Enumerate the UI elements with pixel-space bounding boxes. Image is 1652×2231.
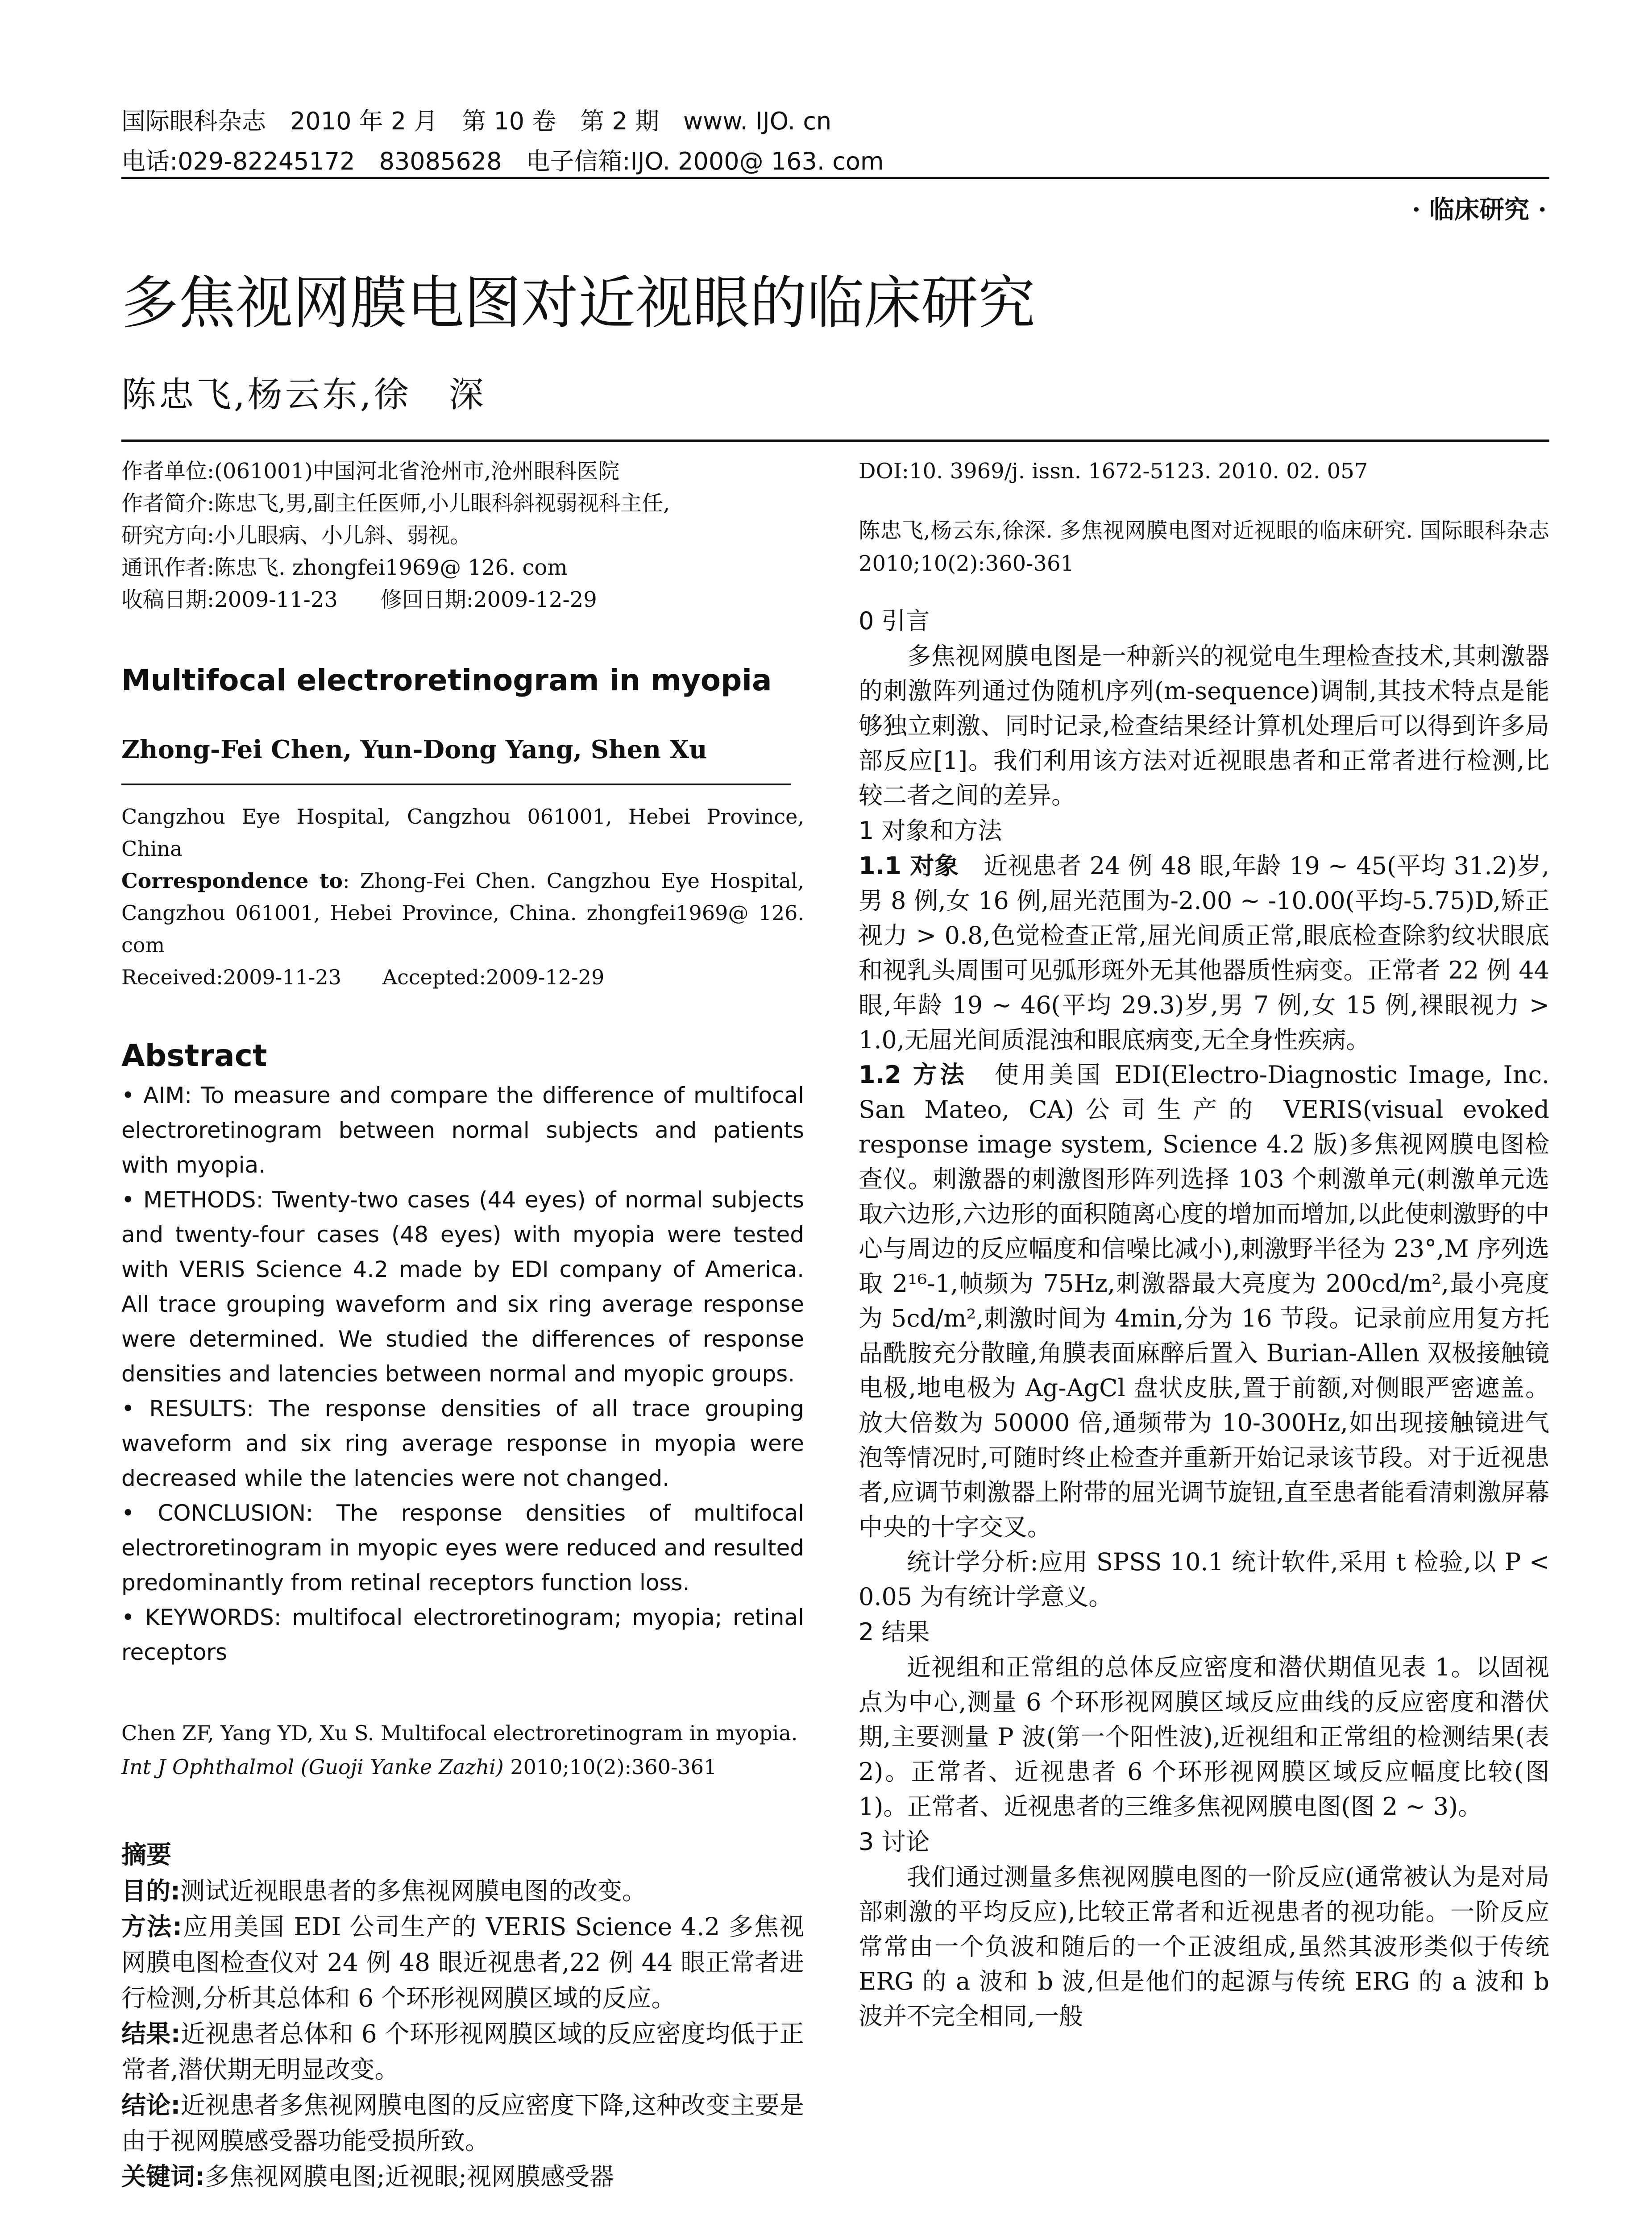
section-3-paragraph: 我们通过测量多焦视网膜电图的一阶反应(通常被认为是对局部刺激的平均反应),比较正常者和近视患者的视功能。一阶反应常常由一个负波和随后的一个正波组成,虽然其波形类似于传统 ERG 的 a 波和 b 波,但是他们的起源与传统 ERG 的 a 波和 b 波并不完全相同,一般: [859, 1863, 1549, 2030]
section-1-1-text: 近视患者 24 例 48 眼,年龄 19 ~ 45(平均 31.2)岁,男 8 例,女 16 例,屈光范围为-2.00 ~ -10.00(平均-5.75)D,矫正视力 > 0.8,色觉检查正常,屈光间质正常,眼底检查除豹纹状眼底和视乳头周围可见弧形斑外无其他器质性病变。正常者 22 例 44 眼,年龄 19 ~ 46(平均 29.3)岁,男 7 例,女 15 例,裸眼视力 > 1.0,无屈光间质混浊和眼底病变,无全身性疾病。: [859, 852, 1549, 1054]
received-dates-cn: 收稿日期:2009-11-23 修回日期:2009-12-29: [121, 587, 597, 612]
section-1-2-label: 1.2 方法: [859, 1061, 967, 1089]
journal-header-line2: 电话:029-82245172 83085628 电子信箱:IJO. 2000@ 163. com: [121, 147, 884, 175]
abstract-cn-keywords-text: 多焦视网膜电图;近视眼;视网膜感受器: [205, 2162, 614, 2191]
author-meta: [121, 455, 804, 616]
authors-en-rule: [121, 784, 791, 785]
journal-header-line1: 国际眼科杂志 2010 年 2 月 第 10 卷 第 2 期 www. IJO. cn: [121, 107, 832, 135]
abstract-keywords: • KEYWORDS: multifocal electroretinogram; myopia; retinal receptors: [121, 1605, 804, 1665]
abstract-cn-aim: [121, 1873, 804, 1909]
abstract-cn-results-text: 近视患者总体和 6 个环形视网膜区域的反应密度均低于正常者,潜伏期无明显改变。: [121, 2020, 804, 2084]
citation-journal: Int J Ophthalmol (Guoji Yanke Zazhi): [121, 1755, 504, 1779]
abstract-cn-methods-text: 应用美国 EDI 公司生产的 VERIS Science 4.2 多焦视网膜电图检查仪对 24 例 48 眼近视患者,22 例 44 眼正常者进行检测,分析其总体和 6 个环形视网膜区域的反应。: [121, 1912, 804, 2012]
abstract-cn-methods: [121, 1909, 804, 2016]
affiliation-block: [121, 800, 804, 993]
abstract-cn-aim-label: 目的:: [121, 1877, 180, 1905]
right-column: [859, 455, 1549, 2034]
correspondence-label: Correspondence to: [121, 869, 343, 893]
abstract-aim: • AIM: To measure and compare the difference of multifocal electroretinogram between normal subjects and patients with myopia.: [121, 1082, 804, 1178]
section-tag: · 临床研究 ·: [1412, 195, 1547, 224]
abstract-cn-conclusion-label: 结论:: [121, 2091, 181, 2119]
title-en: Multifocal electroretinogram in myopia: [121, 663, 772, 697]
abstract-cn: [121, 1873, 804, 2194]
abstract-cn-heading: 摘要: [121, 1841, 171, 1870]
abstract-en: [121, 1078, 804, 1670]
section-0-paragraph: 多焦视网膜电图是一种新兴的视觉电生理检查技术,其刺激器的刺激阵列通过伪随机序列(m-sequence)调制,其技术特点是能够独立刺激、同时记录,检查结果经计算机处理后可以得到许多局部反应[1]。我们利用该方法对近视眼患者和正常者进行检测,比较二者之间的差异。: [859, 642, 1549, 809]
section-1-1-label: 1.1 对象: [859, 852, 959, 880]
authors-cn: 陈忠飞,杨云东,徐 深: [121, 375, 486, 415]
citation-en: [121, 1716, 804, 1784]
left-column: [121, 455, 804, 2194]
research-direction: 研究方向:小儿眼病、小儿斜、弱视。: [121, 523, 472, 548]
abstract-conclusion: • CONCLUSION: The response densities of multifocal electroretinogram in myopic eyes were reduced and resulted predominantly from retinal receptors function loss.: [121, 1500, 804, 1596]
affiliation-en: Cangzhou Eye Hospital, Cangzhou 061001, Hebei Province, China: [121, 804, 804, 861]
received-accepted: Received:2009-11-23 Accepted:2009-12-29: [121, 965, 605, 989]
section-1-2-text: 使用美国 EDI(Electro-Diagnostic Image, Inc. San Mateo, CA)公司生产的 VERIS(visual evoked response image system, Science 4.2 版)多焦视网膜电图检查仪。刺激器的刺激图形阵列选择 103 个刺激单元(刺激单元选取六边形,六边形的面积随离心度的增加而增加,以此使刺激野的中心与周边的反应幅度和信噪比减小),刺激野半径为 23°,M 序列选取 2¹⁶-1,帧频为 75Hz,刺激器最大亮度为 200cd/m²,最小亮度为 5cd/m²,刺激时间为 4min,分为 16 节段。记录前应用复方托品酰胺充分散瞳,角膜表面麻醉后置入 Burian-Allen 双极接触镜电极,地电极为 Ag-AgCl 盘状皮肤,置于前额,对侧眼严密遮盖。放大倍数为 50000 倍,通频带为 10-300Hz,如出现接触镜进气泡等情况时,可随时终止检查并重新开始记录该节段。对于近视患者,应调节刺激器上附带的屈光调节旋钮,直至患者能看清刺激屏幕中央的十字交叉。: [859, 1061, 1549, 1541]
abstract-cn-keywords-label: 关键词:: [121, 2162, 205, 2191]
citation-line1: Chen ZF, Yang YD, Xu S. Multifocal electroretinogram in myopia.: [121, 1721, 798, 1745]
authors-en: Zhong-Fei Chen, Yun-Dong Yang, Shen Xu: [121, 735, 707, 764]
abstract-cn-conclusion-text: 近视患者多焦视网膜电图的反应密度下降,这种改变主要是由于视网膜感受器功能受损所致。: [121, 2091, 804, 2155]
abstract-cn-aim-text: 测试近视眼患者的多焦视网膜电图的改变。: [180, 1877, 647, 1905]
correspondence-text: : Zhong-Fei Chen. Cangzhou Eye Hospital, Cangzhou 061001, Hebei Province, China. zhongfei1969@ 126. com: [121, 869, 805, 957]
citation-cn: 陈忠飞,杨云东,徐深. 多焦视网膜电图对近视眼的临床研究. 国际眼科杂志 2010;10(2):360-361: [859, 518, 1549, 576]
abstract-cn-conclusion: [121, 2087, 804, 2159]
section-1-2: [859, 1057, 1549, 1545]
corresponding-author: 通讯作者:陈忠飞. zhongfei1969@ 126. com: [121, 555, 568, 580]
abstract-results: • RESULTS: The response densities of all trace grouping waveform and six ring average response in myopia were decreased while the latencies were not changed.: [121, 1396, 804, 1491]
abstract-cn-keywords: [121, 2159, 804, 2194]
section-1-title: 1 对象和方法: [859, 817, 1002, 845]
title-rule: [121, 440, 1549, 442]
abstract-cn-results-label: 结果:: [121, 2020, 181, 2048]
doi: DOI:10. 3969/j. issn. 1672-5123. 2010. 02. 057: [859, 459, 1368, 484]
page-title: 多焦视网膜电图对近视眼的临床研究: [121, 270, 1036, 336]
correspondence: [121, 865, 804, 961]
section-0-title: 0 引言: [859, 607, 930, 635]
section-1-1: [859, 849, 1549, 1057]
author-bio: 作者简介:陈忠飞,男,副主任医师,小儿眼科斜视弱视科主任,: [121, 491, 670, 516]
section-2-title: 2 结果: [859, 1618, 930, 1646]
abstract-methods: • METHODS: Twenty-two cases (44 eyes) of normal subjects and twenty-four cases (48 eyes) with myopia were tested with VERIS Science 4.2 made by EDI company of America. All trace grouping waveform and six ring average response were determined. We studied the differences of response densities and latencies between normal and myopic groups.: [121, 1187, 804, 1387]
abstract-heading: Abstract: [121, 1038, 267, 1074]
author-affiliation: 作者单位:(061001)中国河北省沧州市,沧州眼科医院: [121, 459, 620, 484]
section-3-title: 3 讨论: [859, 1828, 930, 1856]
statistics-paragraph: 统计学分析:应用 SPSS 10.1 统计软件,采用 t 检验,以 P < 0.05 为有统计学意义。: [859, 1548, 1549, 1611]
citation-volume: 2010;10(2):360-361: [503, 1755, 717, 1779]
citation-line2: [121, 1750, 804, 1784]
abstract-cn-methods-label: 方法:: [121, 1912, 183, 1941]
section-2-paragraph: 近视组和正常组的总体反应密度和潜伏期值见表 1。以固视点为中心,测量 6 个环形视网膜区域反应曲线的反应密度和潜伏期,主要测量 P 波(第一个阳性波),近视组和正常组的检测结果(表 2)。正常者、近视患者 6 个环形视网膜区域反应幅度比较(图 1)。正常者、近视患者的三维多焦视网膜电图(图 2 ~ 3)。: [859, 1653, 1549, 1820]
abstract-cn-results: [121, 2016, 804, 2087]
header-rule: [121, 177, 1549, 179]
